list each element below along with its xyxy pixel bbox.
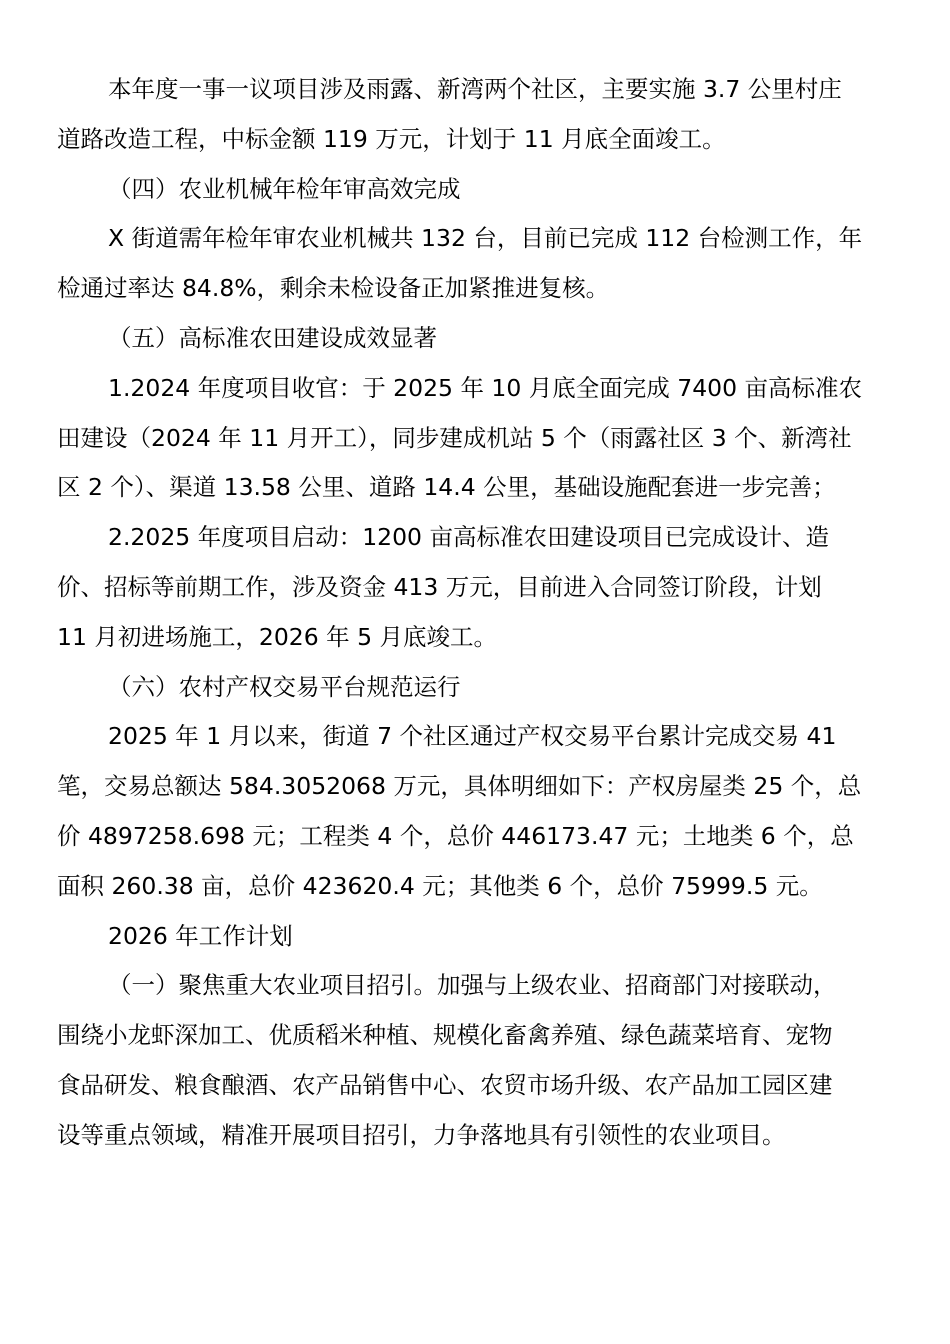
text-line: 1.2024 年度项目收官：于 2025 年 10 月底全面完成 7400 亩高标准农 (108, 373, 863, 402)
section-heading-2026-plan (57, 919, 897, 969)
document-page (57, 72, 897, 1168)
heading-line: （六）农村产权交易平台规范运行 (108, 672, 461, 701)
text-line: 区 2 个）、渠道 13.58 公里、道路 14.4 公里，基础设施配套进一步完善； (57, 473, 836, 502)
text-line: （一）聚焦重大农业项目招引。加强与上级农业、招商部门对接联动， (108, 971, 837, 1000)
text-line: 2.2025 年度项目启动：1200 亩高标准农田建设项目已完成设计、造 (108, 523, 829, 552)
text-line: 设等重点领域，精准开展项目招引，力争落地具有引领性的农业项目。 (57, 1120, 786, 1149)
text-line: 价、招标等前期工作，涉及资金 413 万元，目前进入合同签订阶段，计划 (57, 572, 822, 601)
section-heading-machinery (57, 172, 897, 222)
paragraph-farmland-2025 (57, 520, 897, 669)
section-heading-farmland (57, 321, 897, 371)
text-line: 道路改造工程，中标金额 119 万元，计划于 11 月底全面竣工。 (57, 124, 726, 153)
text-line: 价 4897258.698 元；工程类 4 个，总价 446173.47 元；土地类 6 个，总 (57, 821, 854, 850)
text-line: 笔，交易总额达 584.3052068 万元，具体明细如下：产权房屋类 25 个，总 (57, 772, 862, 801)
heading-line: （四）农业机械年检年审高效完成 (108, 174, 461, 203)
text-line: 检通过率达 84.8%，剩余未检设备正加紧推进复核。 (57, 274, 610, 303)
paragraph-farmland-2024 (57, 371, 897, 520)
paragraph-road-project (57, 72, 897, 172)
text-line: 2025 年 1 月以来，街道 7 个社区通过产权交易平台累计完成交易 41 (108, 722, 837, 751)
text-line: X 街道需年检年审农业机械共 132 台，目前已完成 112 台检测工作，年 (108, 224, 863, 253)
heading-line: 2026 年工作计划 (108, 921, 293, 950)
paragraph-machinery-inspection (57, 221, 897, 321)
text-line: 11 月初进场施工，2026 年 5 月底竣工。 (57, 622, 498, 651)
text-line: 本年度一事一议项目涉及雨露、新湾两个社区，主要实施 3.7 公里村庄 (108, 75, 842, 103)
section-heading-property-trading (57, 670, 897, 720)
heading-line: （五）高标准农田建设成效显著 (108, 323, 437, 352)
text-line: 面积 260.38 亩，总价 423620.4 元；其他类 6 个，总价 75999.5 元。 (57, 871, 823, 900)
paragraph-project-attraction (57, 968, 897, 1167)
text-line: 食品研发、粮食酿酒、农产品销售中心、农贸市场升级、农产品加工园区建 (57, 1070, 833, 1099)
text-line: 围绕小龙虾深加工、优质稻米种植、规模化畜禽养殖、绿色蔬菜培育、宠物 (57, 1021, 833, 1050)
text-line: 田建设（2024 年 11 月开工），同步建成机站 5 个（雨露社区 3 个、新湾社 (57, 423, 852, 452)
paragraph-property-trading (57, 719, 897, 918)
